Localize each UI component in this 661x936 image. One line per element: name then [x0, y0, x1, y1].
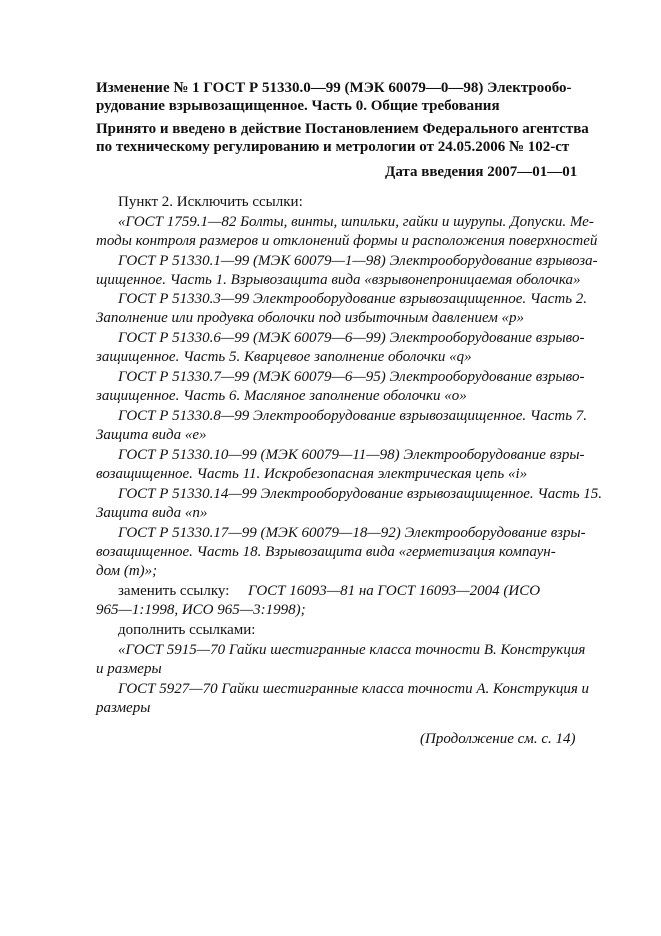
ref-line: ГОСТ Р 51330.7—99 (МЭК 60079—6—95) Электрооборудование взрыво- [118, 369, 585, 385]
add-references-heading: дополнить ссылками: [118, 622, 256, 638]
ref-line: ГОСТ Р 51330.8—99 Электрооборудование взрывозащищенное. Часть 7. [118, 408, 588, 424]
ref-line: ГОСТ Р 51330.3—99 Электрооборудование взрывозащищенное. Часть 2. [118, 291, 588, 307]
ref-line: возащищенное. Часть 18. Взрывозащита вида «герметизация компаун- [96, 544, 556, 560]
amendment-title-line-2: рудование взрывозащищенное. Часть 0. Общие требования [96, 98, 500, 114]
add-ref-line: «ГОСТ 5915—70 Гайки шестигранные класса точности В. Конструкция [118, 642, 586, 658]
ref-line: щищенное. Часть 1. Взрывозащита вида «взрывонепроницаемая оболочка» [96, 272, 581, 288]
ref-line: Защита вида «е» [96, 427, 207, 443]
ref-line: тоды контроля размеров и отклонений формы и расположения поверхностей [96, 233, 598, 249]
ref-line: Защита вида «n» [96, 505, 208, 521]
add-ref-line: и размеры [96, 661, 162, 677]
ref-line: защищенное. Часть 6. Масляное заполнение оболочки «о» [96, 388, 467, 404]
continuation-note: (Продолжение см. с. 14) [420, 731, 576, 747]
ref-line: дом (m)»; [96, 563, 158, 579]
ref-line: Заполнение или продувка оболочки под избыточным давлением «р» [96, 310, 525, 326]
ref-line: защищенное. Часть 5. Кварцевое заполнение оболочки «q» [96, 349, 472, 365]
ref-line: ГОСТ Р 51330.14—99 Электрооборудование взрывозащищенное. Часть 15. [118, 486, 603, 502]
add-ref-line: размеры [96, 700, 151, 716]
add-ref-line: ГОСТ 5927—70 Гайки шестигранные класса точности А. Конструкция и [118, 681, 590, 697]
replace-reference-line-2: 965—1:1998, ИСО 965—3:1998); [96, 602, 306, 618]
ref-line: ГОСТ Р 51330.10—99 (МЭК 60079—11—98) Электрооборудование взры- [118, 447, 585, 463]
amendment-title-line-1: Изменение № 1 ГОСТ Р 51330.0—99 (МЭК 60079—0—98) Электрообо- [96, 80, 572, 96]
item-2-heading: Пункт 2. Исключить ссылки: [118, 194, 303, 210]
effective-date: Дата введения 2007—01—01 [385, 164, 578, 180]
adoption-line-2: по техническому регулированию и метрологии от 24.05.2006 № 102-ст [96, 139, 570, 155]
ref-line: ГОСТ Р 51330.1—99 (МЭК 60079—1—98) Электрооборудование взрывоза- [118, 253, 598, 269]
ref-line: «ГОСТ 1759.1—82 Болты, винты, шпильки, гайки и шурупы. Допуски. Ме- [118, 214, 594, 230]
ref-line: ГОСТ Р 51330.6—99 (МЭК 60079—6—99) Электрооборудование взрыво- [118, 330, 585, 346]
adoption-line-1: Принято и введено в действие Постановлением Федерального агентства [96, 121, 589, 137]
replace-reference-line-1: ГОСТ 16093—81 на ГОСТ 16093—2004 (ИСО [248, 583, 541, 599]
replace-prefix: заменить ссылку: [118, 583, 230, 599]
ref-line: ГОСТ Р 51330.17—99 (МЭК 60079—18—92) Электрооборудование взры- [118, 525, 586, 541]
ref-line: возащищенное. Часть 11. Искробезопасная электрическая цепь «i» [96, 466, 528, 482]
